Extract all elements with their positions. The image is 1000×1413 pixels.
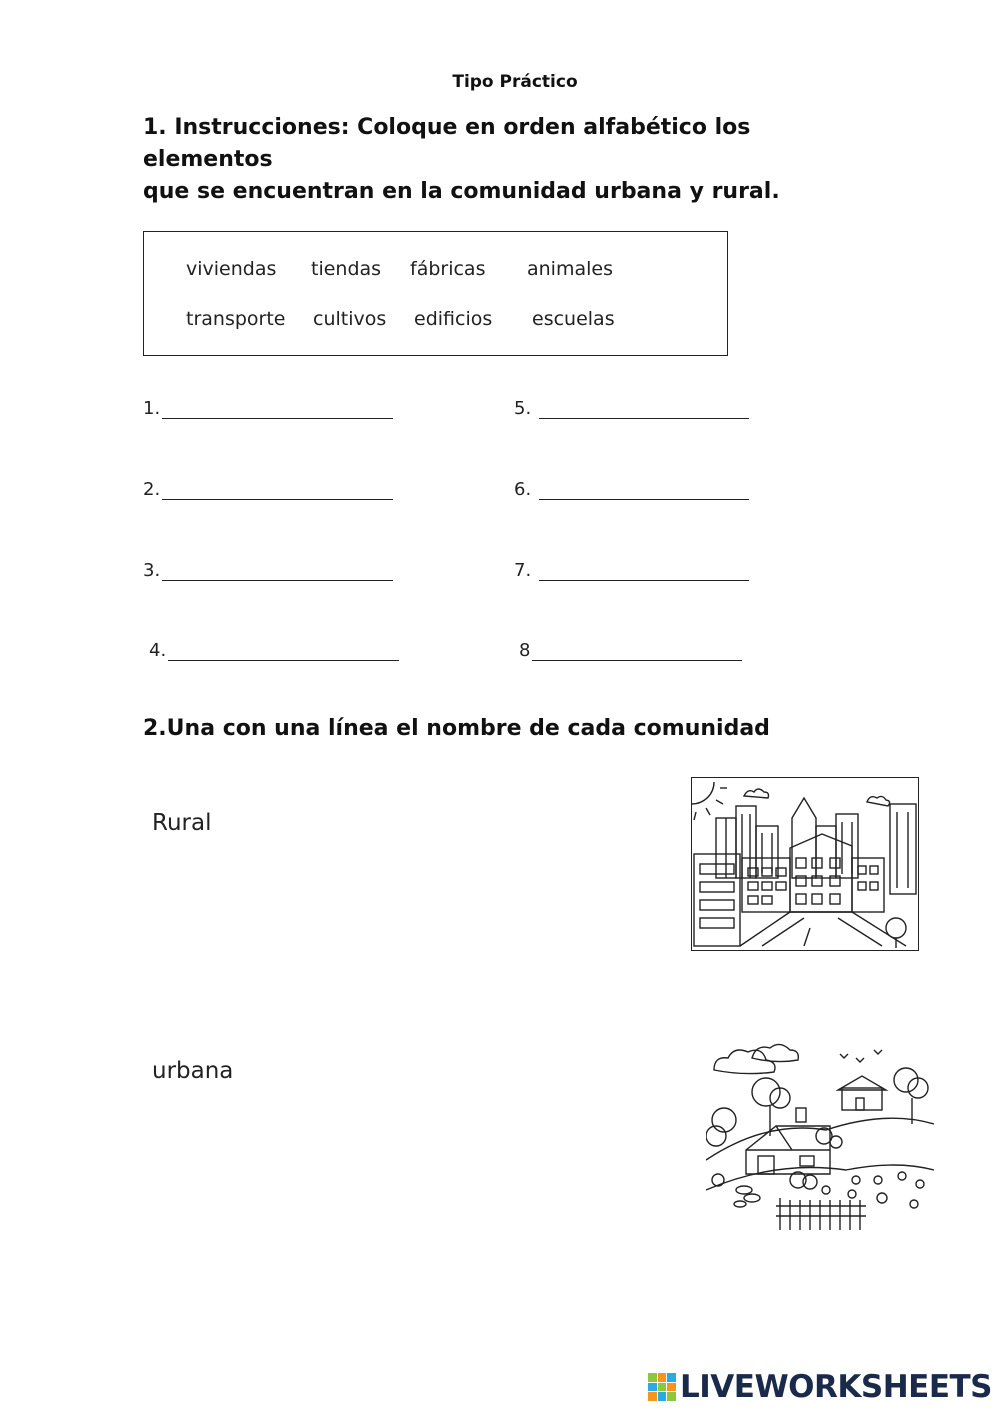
- word-bank-item: tiendas: [311, 258, 382, 280]
- answer-row-1: [143, 398, 393, 419]
- word-bank-item: edificios: [414, 308, 493, 330]
- answer-line[interactable]: [162, 398, 393, 419]
- answer-line[interactable]: [162, 479, 393, 500]
- liveworksheets-logo[interactable]: [648, 1369, 992, 1405]
- label-urbana[interactable]: urbana: [152, 1058, 234, 1084]
- city-illustration: [692, 778, 918, 950]
- city-image[interactable]: [691, 777, 919, 951]
- answer-row-3: [143, 560, 393, 581]
- instruction-1-line-2: que se encuentran en la comunidad urbana y rural.: [143, 179, 780, 204]
- word-bank-item: fábricas: [410, 258, 486, 280]
- page-title: Tipo Práctico: [452, 72, 578, 92]
- liveworksheets-logo-text: LIVEWORKSHEETS: [680, 1369, 992, 1405]
- liveworksheets-logo-icon: [648, 1373, 676, 1401]
- word-bank: [143, 231, 728, 356]
- word-bank-item: escuelas: [532, 308, 615, 330]
- answer-number: 1.: [143, 398, 161, 419]
- instruction-1: [143, 112, 863, 208]
- answer-number: 2.: [143, 479, 161, 500]
- answer-line[interactable]: [168, 640, 399, 661]
- answer-row-8: [519, 640, 742, 661]
- word-bank-item: viviendas: [186, 258, 277, 280]
- word-bank-item: animales: [527, 258, 613, 280]
- answer-number: 7.: [514, 560, 532, 581]
- answer-row-7: [514, 560, 749, 581]
- answer-row-4: [149, 640, 399, 661]
- instruction-1-line-1: 1. Instrucciones: Coloque en orden alfabético los elementos: [143, 115, 751, 172]
- word-bank-item: transporte: [186, 308, 286, 330]
- answer-number: 3.: [143, 560, 161, 581]
- answer-line[interactable]: [539, 479, 749, 500]
- answer-number: 6.: [514, 479, 532, 500]
- countryside-image[interactable]: [706, 1040, 934, 1230]
- answer-row-2: [143, 479, 393, 500]
- answer-line[interactable]: [539, 398, 749, 419]
- answer-line[interactable]: [539, 560, 749, 581]
- answer-row-5: [514, 398, 749, 419]
- answer-row-6: [514, 479, 749, 500]
- word-bank-item: cultivos: [313, 308, 387, 330]
- answer-number: 4.: [149, 640, 167, 661]
- instruction-2: 2.Una con una línea el nombre de cada comunidad: [143, 716, 770, 741]
- answer-number: 8: [519, 640, 531, 661]
- answer-number: 5.: [514, 398, 532, 419]
- label-rural[interactable]: Rural: [152, 810, 212, 836]
- answer-line[interactable]: [162, 560, 393, 581]
- answer-line[interactable]: [532, 640, 742, 661]
- countryside-illustration: [706, 1040, 934, 1230]
